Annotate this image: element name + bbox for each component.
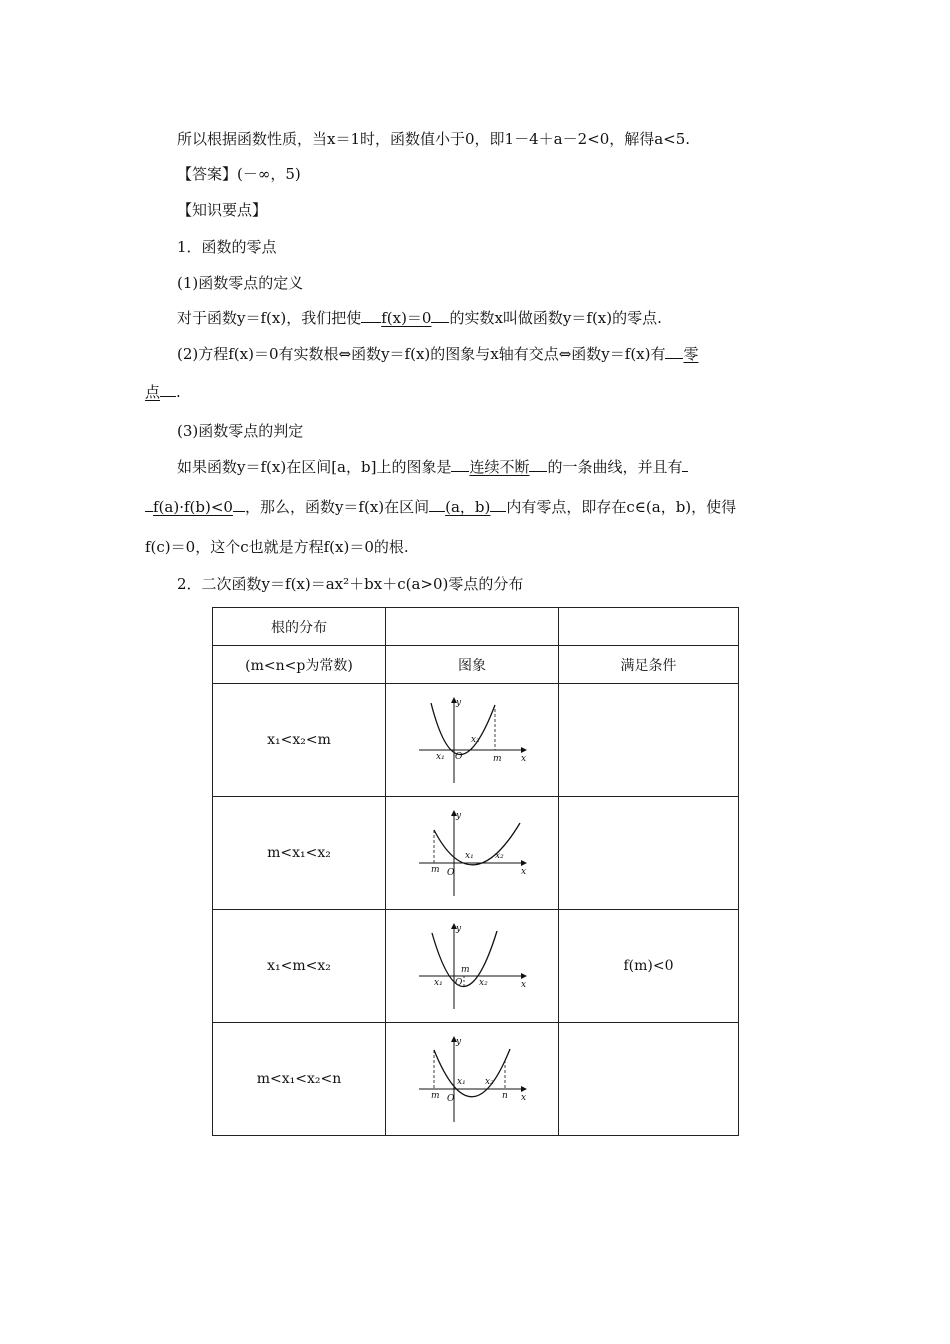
- blank-continuous: 连续不断: [469, 458, 530, 476]
- text-line-1: 所以根据函数性质，当x＝1时，函数值小于0，即1－4＋a－2<0，解得a<5.: [177, 130, 691, 148]
- svg-text:y: y: [456, 924, 462, 934]
- header-constants-note: (m<n<p为常数): [213, 646, 386, 684]
- parabola-graph-4: [417, 1034, 527, 1124]
- blank-fa-fb: f(a)·f(b)<0: [153, 498, 233, 516]
- row2-distribution: m<x₁<x₂: [213, 797, 386, 910]
- equivalence-line-cont: 点 .: [145, 383, 181, 401]
- svg-text:x: x: [521, 754, 527, 764]
- blank-zero-1: 零: [683, 345, 699, 363]
- judgement-line-cont: f(a)·f(b)<0 ，那么，函数y＝f(x)在区间 (a，b) 内有零点，即存在c∈(a，b)，使得: [145, 496, 736, 518]
- row1-distribution: x₁<x₂<m: [213, 684, 386, 797]
- zero-distribution-table: [212, 607, 739, 1136]
- header-condition: 满足条件: [559, 646, 739, 684]
- blank-interval: (a，b): [445, 498, 491, 516]
- svg-text:m: m: [431, 865, 440, 875]
- header-root-distribution: 根的分布: [213, 608, 386, 646]
- row3-graph: [386, 910, 559, 1023]
- row4-condition: [559, 1023, 739, 1136]
- parabola-graph-2: [417, 808, 527, 898]
- svg-text:m: m: [493, 754, 502, 764]
- parabola-graph-3: [417, 921, 527, 1011]
- svg-text:x₁: x₁: [434, 978, 443, 988]
- svg-text:m: m: [461, 965, 470, 975]
- definition-line: 对于函数y＝f(x)，我们把使 f(x)＝0 的实数x叫做函数y＝f(x)的零点.: [177, 309, 662, 327]
- row2-condition: [559, 797, 739, 910]
- blank-zero-2: 点: [145, 383, 161, 401]
- svg-text:O: O: [447, 868, 455, 878]
- svg-text:x₁: x₁: [457, 1077, 466, 1087]
- answer-line: 【答案】(－∞，5): [177, 165, 301, 183]
- svg-text:x₂: x₂: [495, 851, 504, 861]
- subsection-3-title: (3)函数零点的判定: [177, 422, 304, 440]
- svg-text:O: O: [447, 1094, 455, 1104]
- row4-graph: [386, 1023, 559, 1136]
- row3-distribution: x₁<m<x₂: [213, 910, 386, 1023]
- row4-distribution: m<x₁<x₂<n: [213, 1023, 386, 1136]
- section-2-title: 2．二次函数y＝f(x)＝ax²＋bx＋c(a>0)零点的分布: [177, 575, 524, 593]
- root-line: f(c)＝0，这个c也就是方程f(x)＝0的根.: [145, 538, 409, 556]
- parabola-graph-1: [417, 695, 527, 785]
- svg-text:x₂: x₂: [479, 978, 488, 988]
- svg-text:y: y: [456, 811, 462, 821]
- svg-text:y: y: [456, 1037, 462, 1047]
- svg-text:x: x: [521, 1093, 527, 1103]
- row1-graph: [386, 684, 559, 797]
- svg-text:O: O: [455, 752, 463, 762]
- svg-text:x₂: x₂: [485, 1077, 494, 1087]
- equivalence-line: (2)方程f(x)＝0有实数根⇔函数y＝f(x)的图象与x轴有交点⇔函数y＝f(x)有 零: [177, 345, 699, 363]
- svg-text:y: y: [456, 698, 462, 708]
- svg-text:x: x: [521, 867, 527, 877]
- svg-text:m: m: [431, 1091, 440, 1101]
- row2-graph: [386, 797, 559, 910]
- knowledge-heading: 【知识要点】: [177, 201, 268, 219]
- svg-text:x: x: [521, 980, 527, 990]
- subsection-1-title: (1)函数零点的定义: [177, 274, 304, 292]
- svg-text:O: O: [455, 978, 463, 988]
- header-graph: 图象: [386, 646, 559, 684]
- svg-text:x₂: x₂: [471, 735, 480, 745]
- row1-condition: [559, 684, 739, 797]
- judgement-line: 如果函数y＝f(x)在区间[a，b]上的图象是 连续不断 的一条曲线，并且有: [177, 456, 688, 478]
- section-1-title: 1．函数的零点: [177, 238, 277, 256]
- svg-text:n: n: [502, 1091, 508, 1101]
- svg-text:x₁: x₁: [465, 851, 474, 861]
- row3-condition: f(m)<0: [559, 910, 739, 1023]
- blank-fx-zero: f(x)＝0: [381, 309, 432, 327]
- svg-text:x₁: x₁: [436, 752, 445, 762]
